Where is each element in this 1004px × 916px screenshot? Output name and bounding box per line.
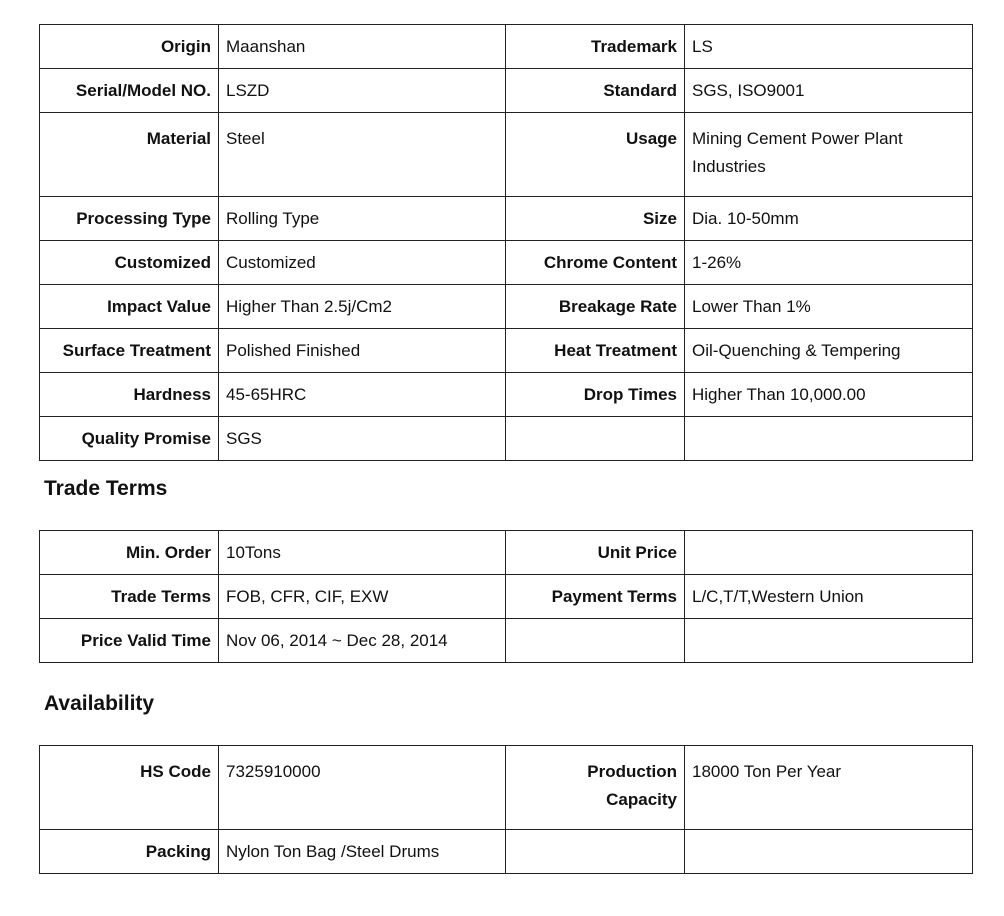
spec-value: 1-26% xyxy=(685,241,973,285)
spec-value: Maanshan xyxy=(219,25,506,69)
spec-label: Price Valid Time xyxy=(40,619,219,663)
spec-value: L/C,T/T,Western Union xyxy=(685,575,973,619)
product-details-table xyxy=(39,24,973,461)
trade-terms-heading: Trade Terms xyxy=(44,477,168,500)
spec-label: Trade Terms xyxy=(40,575,219,619)
spec-value: SGS, ISO9001 xyxy=(685,69,973,113)
table-row xyxy=(40,830,973,874)
spec-value: Higher Than 2.5j/Cm2 xyxy=(219,285,506,329)
spec-label xyxy=(506,417,685,461)
spec-value: Dia. 10-50mm xyxy=(685,197,973,241)
table-row xyxy=(40,373,973,417)
table-row xyxy=(40,531,973,575)
spec-label: Customized xyxy=(40,241,219,285)
table-row xyxy=(40,329,973,373)
table-row xyxy=(40,285,973,329)
spec-label: Impact Value xyxy=(40,285,219,329)
spec-value: LSZD xyxy=(219,69,506,113)
spec-value: Mining Cement Power Plant Industries xyxy=(685,113,973,197)
availability-heading: Availability xyxy=(44,692,155,715)
spec-value: 7325910000 xyxy=(219,746,506,830)
spec-value: FOB, CFR, CIF, EXW xyxy=(219,575,506,619)
table-row xyxy=(40,69,973,113)
table-row xyxy=(40,241,973,285)
spec-value: Steel xyxy=(219,113,506,197)
spec-label xyxy=(506,619,685,663)
spec-value: Lower Than 1% xyxy=(685,285,973,329)
spec-label: Processing Type xyxy=(40,197,219,241)
spec-value xyxy=(685,531,973,575)
spec-label: Unit Price xyxy=(506,531,685,575)
spec-label: Serial/Model NO. xyxy=(40,69,219,113)
spec-label: Packing xyxy=(40,830,219,874)
table-row xyxy=(40,575,973,619)
spec-value: SGS xyxy=(219,417,506,461)
spec-label: Trademark xyxy=(506,25,685,69)
spec-label: Standard xyxy=(506,69,685,113)
table-row xyxy=(40,417,973,461)
spec-label: Breakage Rate xyxy=(506,285,685,329)
spec-value: Higher Than 10,000.00 xyxy=(685,373,973,417)
spec-value: Rolling Type xyxy=(219,197,506,241)
spec-label: Surface Treatment xyxy=(40,329,219,373)
spec-label: Size xyxy=(506,197,685,241)
spec-label: Quality Promise xyxy=(40,417,219,461)
spec-label: Hardness xyxy=(40,373,219,417)
spec-label: Material xyxy=(40,113,219,197)
spec-label xyxy=(506,830,685,874)
spec-value xyxy=(685,619,973,663)
spec-value: Customized xyxy=(219,241,506,285)
spec-label: HS Code xyxy=(40,746,219,830)
spec-value: Oil-Quenching & Tempering xyxy=(685,329,973,373)
table-row xyxy=(40,113,973,197)
trade-terms-table xyxy=(39,530,973,663)
table-row xyxy=(40,197,973,241)
spec-value: Nov 06, 2014 ~ Dec 28, 2014 xyxy=(219,619,506,663)
spec-label: Production Capacity xyxy=(506,746,685,830)
table-row xyxy=(40,25,973,69)
spec-label: Usage xyxy=(506,113,685,197)
spec-label: Min. Order xyxy=(40,531,219,575)
spec-label: Heat Treatment xyxy=(506,329,685,373)
spec-value xyxy=(685,417,973,461)
spec-value: 18000 Ton Per Year xyxy=(685,746,973,830)
spec-label: Drop Times xyxy=(506,373,685,417)
spec-value: 45-65HRC xyxy=(219,373,506,417)
spec-label: Payment Terms xyxy=(506,575,685,619)
spec-value: Nylon Ton Bag /Steel Drums xyxy=(219,830,506,874)
spec-value xyxy=(685,830,973,874)
table-row xyxy=(40,746,973,830)
spec-label: Chrome Content xyxy=(506,241,685,285)
availability-table xyxy=(39,745,973,874)
spec-value: 10Tons xyxy=(219,531,506,575)
table-row xyxy=(40,619,973,663)
spec-value: LS xyxy=(685,25,973,69)
spec-label: Origin xyxy=(40,25,219,69)
spec-value: Polished Finished xyxy=(219,329,506,373)
